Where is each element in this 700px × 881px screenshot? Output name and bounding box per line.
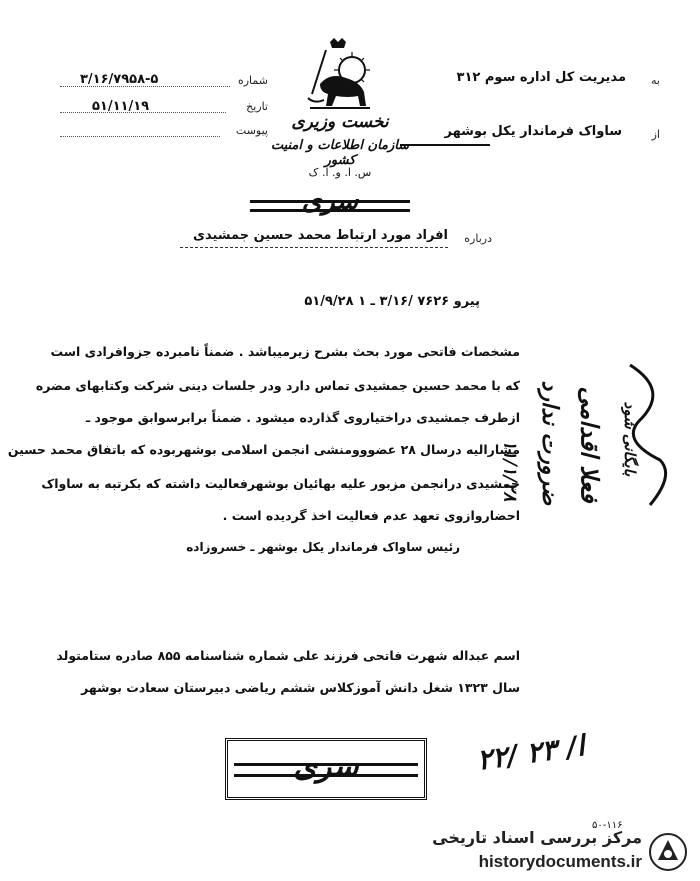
reference-line: پیرو ۷۶۲۶ /۳/۱۶ ـ ۱ ۵۱/۹/۲۸ [304, 294, 480, 309]
attachment-label: پیوست [235, 124, 268, 137]
date-value: ۵۱/۱۱/۱۹ [92, 99, 150, 114]
classification-top: سری [250, 186, 410, 220]
from-label: از [651, 128, 660, 141]
body-line: جمشیدی درانجمن مزبور علیه بهائیان بوشهرفعالیت داشته که بکرتبه به ساواک [41, 476, 520, 491]
attachment-underline [60, 136, 220, 137]
body-line: ازطرف جمشیدی دراختیاروی گذارده میشود . ضمناً برابرسوابق موجود ـ [85, 410, 520, 425]
body-line: مشخصات فاتحی مورد بحث بشرح زیرمیباشد . ضمناً نامبرده جزوافرادی است [50, 344, 520, 359]
from-value: ساواک فرماندار یکل بوشهر [444, 124, 622, 139]
number-label: شماره [237, 74, 268, 87]
to-value: مدیریت کل اداره سوم ۳۱۲ [456, 70, 626, 85]
subject-value: افراد مورد ارتباط محمد حسین جمشیدی [193, 228, 448, 243]
date-underline [60, 112, 226, 113]
number-value: ۳/۱۶/۷۹۵۸-۵ [80, 72, 159, 87]
handwritten-margin-note: بایگانی شود فعلا اقدامی ضرورت ندارد ۱۱/۱/۲۸ [540, 280, 690, 620]
body-line: احضاروازوی تعهد عدم فعالیت اخذ گردیده است . [222, 508, 520, 523]
footer-url: historydocuments.ir [478, 852, 642, 871]
personal-line: اسم عبداله شهرت فاتحی فرزند علی شماره شناسنامه ۸۵۵ صادره ستامتولد [56, 648, 520, 663]
number-underline [60, 86, 230, 87]
emblem-abbr: س. ا. و. ا. ک [308, 166, 372, 179]
emblem-title-2: سازمان اطلاعات و امنیت کشور [270, 138, 410, 168]
signature-line: رئیس ساواک فرماندار یکل بوشهر ـ خسروزاده [186, 540, 460, 554]
lion-and-sun-emblem-icon [290, 38, 386, 112]
subject-label: درباره [464, 232, 492, 245]
emblem-title-1: نخست وزیری [291, 112, 389, 132]
personal-line: سال ۱۳۲۳ شغل دانش آموزکلاس ششم ریاضی دبیرستان سعادت بوشهر [81, 680, 520, 695]
to-label: به [651, 74, 660, 87]
form-code: ۵۰-۱۱۶ [592, 820, 623, 831]
archive-logo-icon [648, 832, 688, 872]
footer-watermark [400, 828, 690, 876]
classification-bottom-stamp: سری [225, 738, 427, 800]
footer-org: مرکز بررسی اسناد تاریخی [432, 828, 642, 847]
subject-underline [180, 247, 448, 248]
body-line: مشارالیه درسال ۲۸ عضووومنشی انجمن اسلامی بوشهربوده که باتفاق محمد حسین [7, 442, 520, 457]
date-label: تاریخ [246, 100, 268, 113]
body-line: که با محمد حسین جمشیدی تماس دارد ودر جلسات دینی شرکت وکتابهای مضره [35, 378, 520, 393]
handwritten-bottom-date: ۲۲/ ا/ ۲۳ [474, 729, 587, 777]
from-underline [400, 144, 490, 146]
